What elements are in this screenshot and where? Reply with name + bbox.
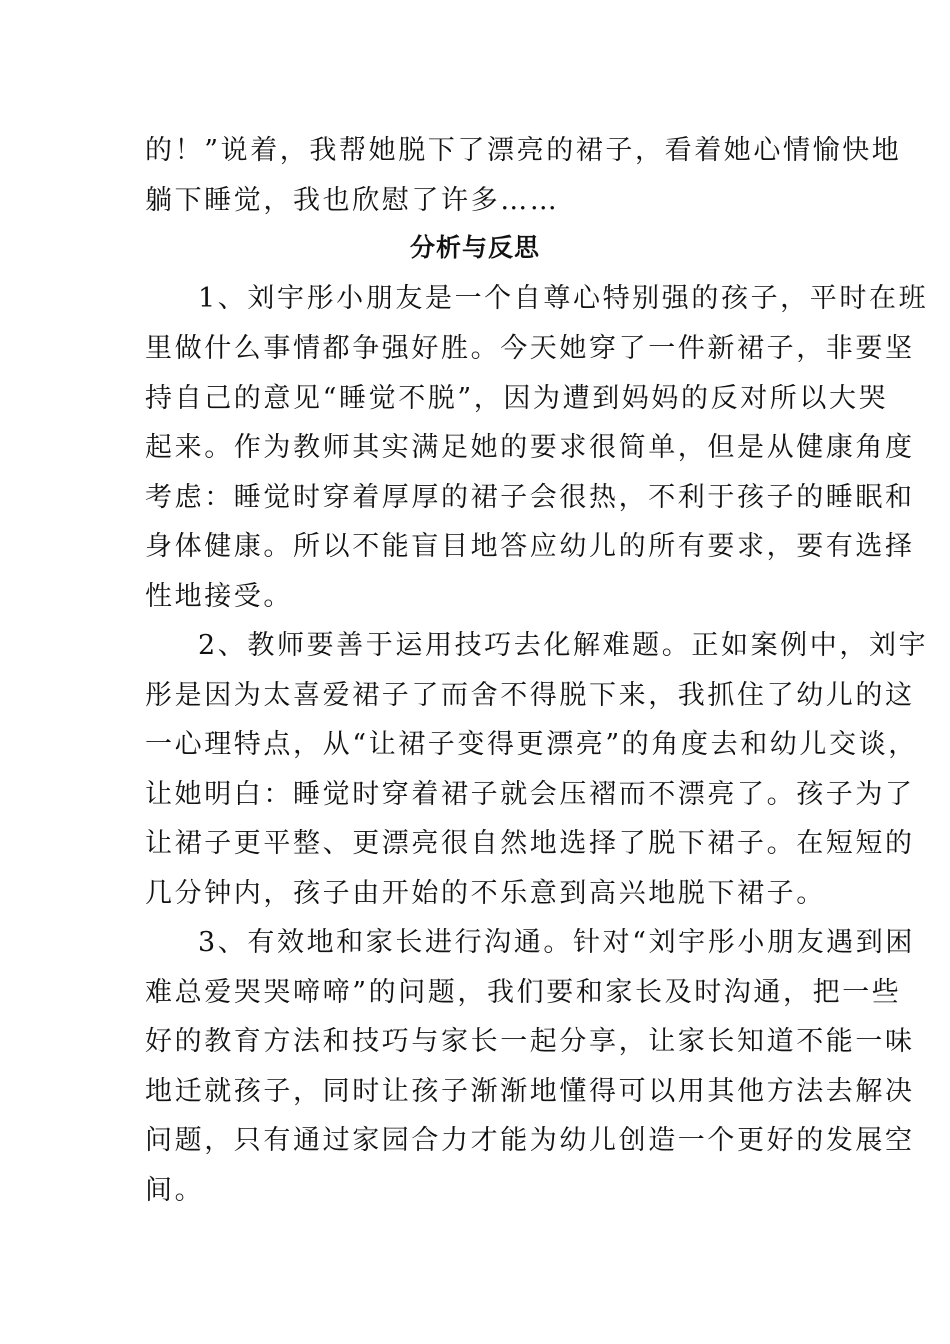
- paragraph-3-line: 3、有效地和家长进行沟通。针对“刘宇彤小朋友遇到困: [198, 927, 915, 958]
- paragraph-2-line: 让裙子更平整、更漂亮很自然地选择了脱下裙子。在短短的: [145, 828, 915, 859]
- paragraph-1-line: 起来。作为教师其实满足她的要求很简单，但是从健康角度: [145, 432, 915, 463]
- paragraph-2-line: 让她明白：睡觉时穿着裙子就会压褶而不漂亮了。孩子为了: [145, 779, 915, 810]
- paragraph-2-line: 一心理特点，从“让裙子变得更漂亮”的角度去和幼儿交谈，: [145, 729, 918, 760]
- intro-line: 躺下睡觉，我也欣慰了许多……: [145, 185, 560, 216]
- paragraph-3-line: 地迁就孩子，同时让孩子渐渐地懂得可以用其他方法去解决: [145, 1076, 915, 1107]
- paragraph-1-line: 性地接受。: [145, 581, 293, 612]
- paragraph-3-line: 问题，只有通过家园合力才能为幼儿创造一个更好的发展空: [145, 1125, 915, 1156]
- paragraph-2-line: 2、教师要善于运用技巧去化解难题。正如案例中，刘宇: [198, 630, 929, 661]
- paragraph-3-line: 间。: [145, 1175, 205, 1206]
- paragraph-1-line: 里做什么事情都争强好胜。今天她穿了一件新裙子，非要坚: [145, 333, 915, 364]
- paragraph-3-line: 难总爱哭哭啼啼”的问题，我们要和家长及时沟通，把一些: [145, 977, 902, 1008]
- intro-line: 的！”说着，我帮她脱下了漂亮的裙子，看着她心情愉快地: [145, 135, 902, 166]
- section-title: 分析与反思: [409, 233, 540, 262]
- paragraph-1-line: 1、刘宇彤小朋友是一个自尊心特别强的孩子，平时在班: [198, 283, 929, 314]
- paragraph-1-line: 持自己的意见“睡觉不脱”，因为遭到妈妈的反对所以大哭: [145, 383, 889, 414]
- paragraph-2-line: 几分钟内，孩子由开始的不乐意到高兴地脱下裙子。: [145, 878, 826, 909]
- paragraph-1-line: 考虑：睡觉时穿着厚厚的裙子会很热，不利于孩子的睡眠和: [145, 482, 915, 513]
- paragraph-1-line: 身体健康。所以不能盲目地答应幼儿的所有要求，要有选择: [145, 531, 915, 562]
- paragraph-2-line: 彤是因为太喜爱裙子了而舍不得脱下来，我抓住了幼儿的这: [145, 680, 915, 711]
- paragraph-3-line: 好的教育方法和技巧与家长一起分享，让家长知道不能一味: [145, 1026, 915, 1057]
